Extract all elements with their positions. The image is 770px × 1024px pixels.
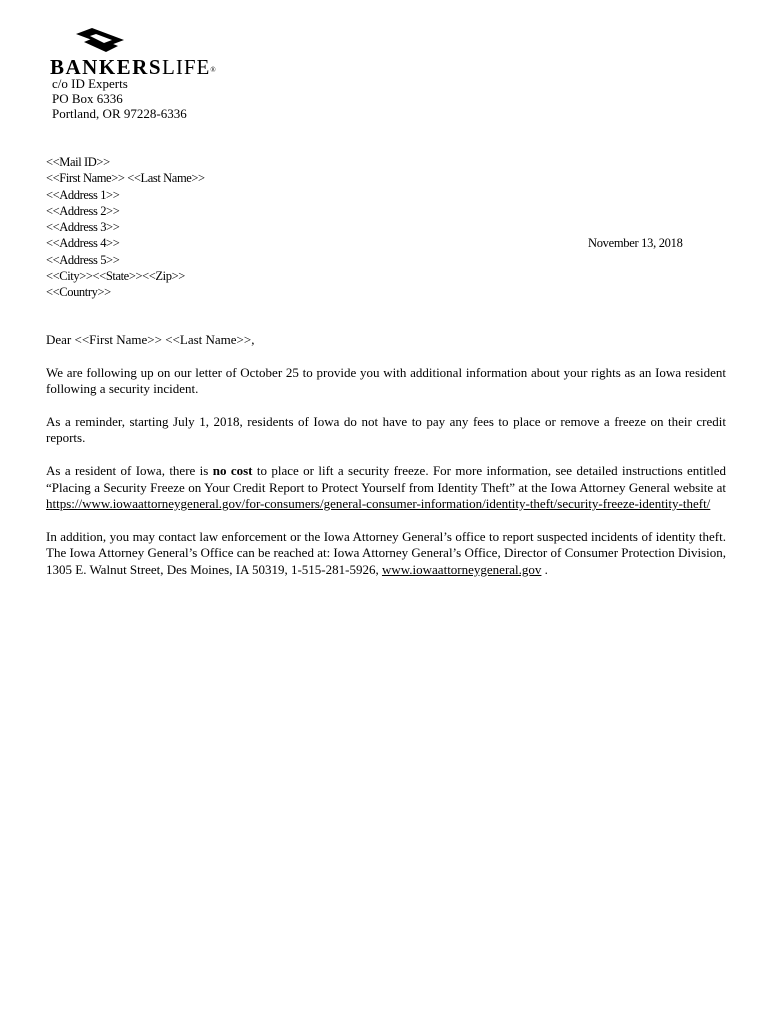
bankers-life-logo — [50, 28, 270, 80]
paragraph-text: . — [541, 561, 548, 577]
return-address-line: Portland, OR 97228-6336 — [52, 106, 187, 121]
paragraph-follow-up: We are following up on our letter of October 25 to provide you with additional information about your rights as an Iowa resident following a security incident. — [46, 364, 726, 397]
recipient-address-line: <<Address 5>> — [46, 252, 120, 267]
recipient-mail-id: <<Mail ID>> — [46, 155, 110, 169]
no-cost-emphasis: no cost — [212, 463, 253, 479]
recipient-address-line: <<Address 2>> — [46, 203, 120, 218]
paragraph-contact — [46, 529, 726, 578]
salutation: Dear <<First Name>> <<Last Name>>, — [46, 332, 255, 347]
brand-name-light: LIFE — [162, 55, 211, 79]
recipient-address-line: <<Address 3>> — [46, 220, 120, 235]
paragraph-text: to place or lift a security freeze. For more information, see detailed instructions entitled “Placing a Security Freeze on Your Credit Report to Protect Yourself from Identity Theft” at the Iowa Attorney General website at — [46, 463, 726, 495]
recipient-address-line: <<Address 1>> — [46, 187, 120, 202]
paragraph-text: As a resident of Iowa, there is — [46, 463, 213, 479]
recipient-address-block — [46, 154, 205, 301]
return-address — [52, 76, 187, 121]
paragraph-reminder: As a reminder, starting July 1, 2018, residents of Iowa do not have to pay any fees to place or remove a freeze on their credit reports. — [46, 414, 726, 446]
attorney-general-website-link[interactable]: www.iowaattorneygeneral.gov — [381, 561, 542, 577]
paragraph-text: In addition, you may contact law enforcement or the Iowa Attorney General’s office to report suspected incidents of identity theft. The Iowa Attorney General’s Office can be reached at: Iowa Attorney General’s Office, Director of Consumer Protection Division, 1305 E. Walnut Street, Des Moines, IA 50319, 1-515-281-5926, — [46, 528, 726, 577]
letter-date: November 13, 2018 — [588, 236, 683, 250]
recipient-country: <<Country>> — [46, 285, 111, 300]
recipient-name: <<First Name>> <<Last Name>> — [46, 171, 205, 186]
bankers-life-logo-mark-icon — [74, 28, 126, 54]
paragraph-security-freeze — [46, 463, 726, 512]
return-address-line: c/o ID Experts — [52, 76, 128, 91]
recipient-address-line: <<Address 4>> — [46, 236, 120, 251]
brand-name-bold: BANKERS — [50, 55, 163, 79]
recipient-city-state-zip: <<City>><<State>><<Zip>> — [46, 269, 185, 284]
security-freeze-link[interactable]: https://www.iowaattorneygeneral.gov/for-consumers/general-consumer-information/identity-theft/security-freeze-identity-theft/ — [46, 496, 711, 512]
registered-mark: ® — [210, 66, 216, 74]
letter-body — [46, 332, 726, 594]
return-address-line: PO Box 6336 — [52, 91, 123, 106]
